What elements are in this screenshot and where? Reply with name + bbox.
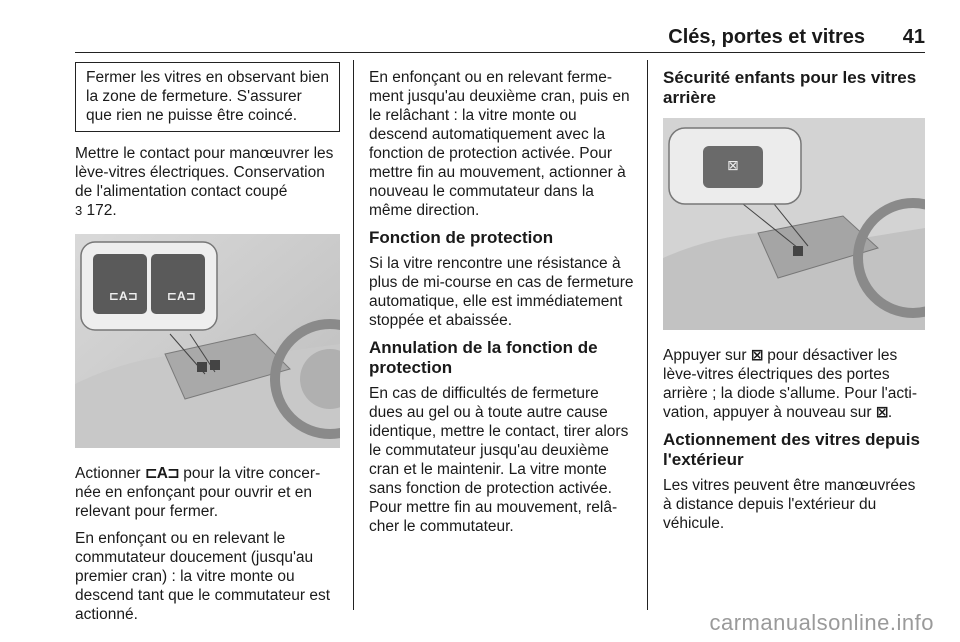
window-switch-figure	[75, 234, 340, 448]
page-header	[75, 24, 925, 53]
child-lock-icon: ⊠	[875, 404, 888, 421]
window-button-icon: ⊏A⊐	[109, 289, 138, 303]
column-divider-1	[353, 60, 354, 610]
paragraph: Mettre le contact pour manœuvrer les lève-vitres électriques. Conservation de l'alimentation contact coupé 3 172.	[75, 145, 334, 219]
section-heading: Sécurité enfants pour les vitres arrière	[663, 68, 917, 107]
child-lock-illustration	[663, 118, 925, 330]
section-heading: Actionnement des vitres depuis l'extérieur	[663, 430, 920, 469]
column-divider-2	[647, 60, 648, 610]
column-1	[75, 62, 340, 632]
section-heading: Annulation de la fonction de protection	[369, 338, 598, 377]
window-button-icon: ⊏A⊐	[167, 289, 196, 303]
paragraph: En enfonçant ou en relevant fermement jusqu'au deuxième cran, puis en le relâchant : la vitre monte ou descend automatiquement avec la fonction de protection activée. Pour mettre fin au mouvement, actionner à nouveau le commutateur dans la même direction.	[369, 69, 630, 219]
watermark: carmanualsonline.info	[709, 610, 934, 635]
page-number: 41	[902, 26, 925, 48]
warning-text: Fermer les vitres en observant bien la zone de fermeture. S'assurer que rien ne puisse être coincé.	[86, 69, 329, 124]
paragraph: Les vitres peuvent être manœuvrées à distance depuis l'extérieur du véhicule.	[663, 477, 916, 532]
reference-arrow-icon: 3	[75, 203, 83, 218]
section-heading: Fonction de protection	[369, 228, 554, 247]
child-lock-button-icon: ⊠	[727, 157, 739, 173]
window-switch-icon: ⊏A⊐	[144, 465, 179, 482]
paragraph: Si la vitre rencontre une résistance à plus de mi-course en cas de fermeture automatique, elle est immédiatement stoppée et abaissée.	[369, 255, 634, 329]
paragraph: Appuyer sur ⊠ pour désactiver les lève-vitres électriques des portes arrière ; la diode s'allume. Pour l'activation, appuyer à nouveau sur ⊠.	[663, 347, 918, 421]
door-panel-illustration	[75, 234, 340, 448]
paragraph: En cas de difficultés de fermeture dues au gel ou à toute autre cause identique, mettre le contact, tirer alors le commutateur jusqu'au deuxième cran et le maintenir. La vitre monte sans fonction de protection activée. Pour mettre fin au mouvement, relâcher le commutateur.	[369, 385, 629, 535]
child-lock-icon: ⊠	[750, 347, 763, 364]
column-2	[369, 68, 634, 544]
child-lock-figure	[663, 118, 925, 330]
paragraph: En enfonçant ou en relevant le commutateur doucement (jusqu'au premier cran) : la vitre monte ou descend tant que le commutateur est actionné.	[75, 530, 331, 623]
column-3	[663, 68, 928, 541]
warning-box	[75, 62, 340, 132]
page-title: Clés, portes et vitres	[668, 26, 865, 48]
paragraph: Actionner ⊏A⊐ pour la vitre concernée en enfonçant pour ouvrir et en relevant pour fermer.	[75, 465, 321, 520]
page-reference: 172.	[82, 202, 117, 219]
